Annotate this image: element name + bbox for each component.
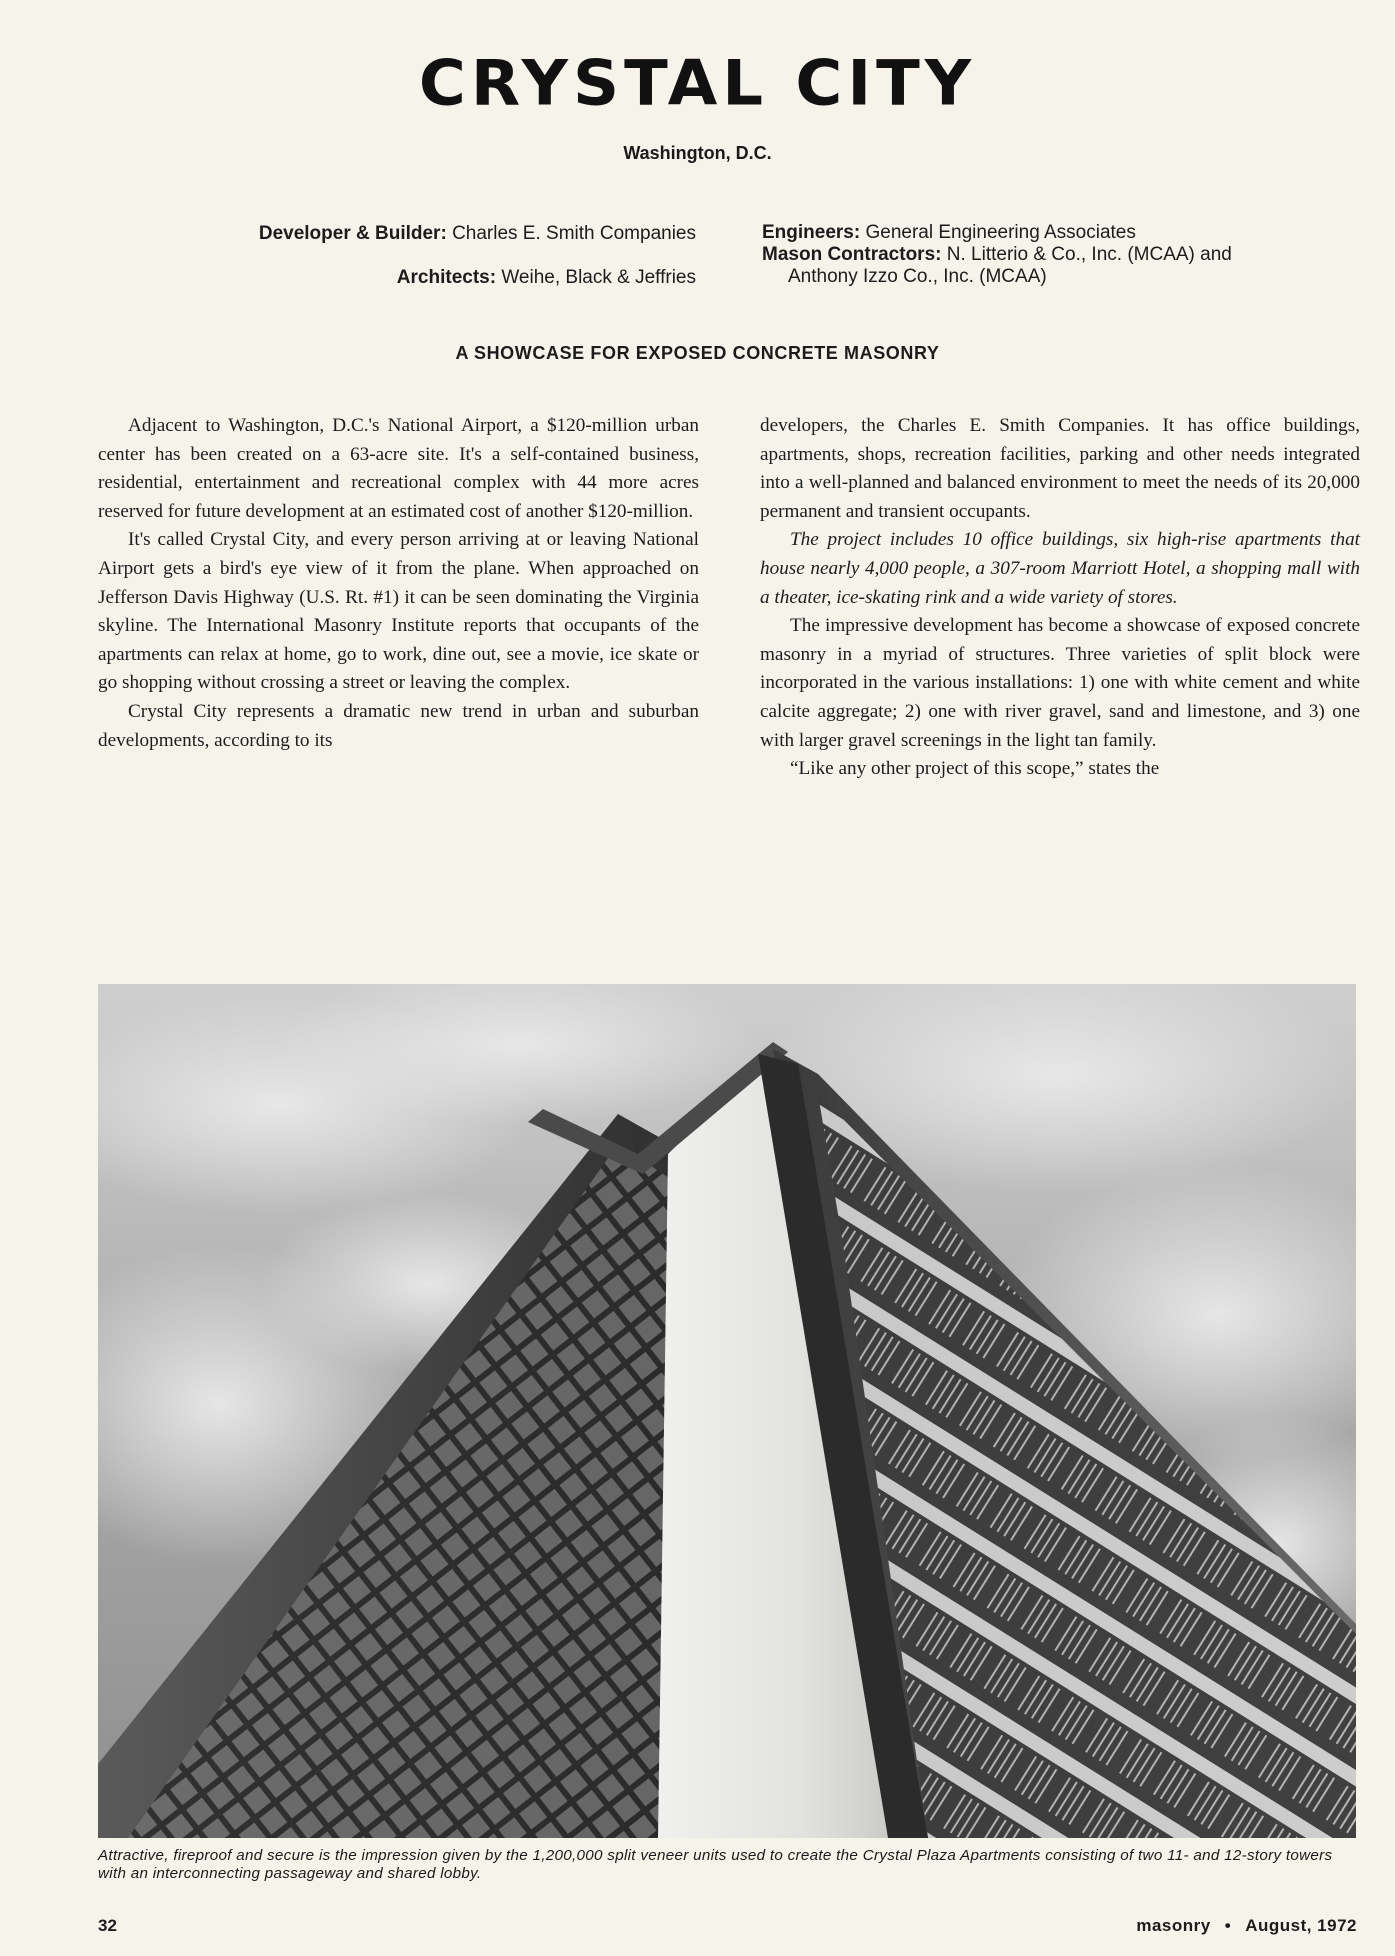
article-column-left <box>98 412 699 755</box>
credit-mason <box>762 244 1362 266</box>
article-column-right <box>760 412 1360 784</box>
credit-mason-value-1: N. Litterio & Co., Inc. (MCAA) and <box>946 244 1232 265</box>
photo-caption: Attractive, fireproof and secure is the impression given by the 1,200,000 split veneer units used to create the Crystal Plaza Apartments consisting of two 11- and 12-story towers with an interconnecting passageway and shared lobby. <box>98 1847 1333 1882</box>
credit-developer-label: Developer & Builder: <box>258 223 447 244</box>
paragraph-6: “Like any other project of this scope,” states the <box>790 758 1160 780</box>
credit-architects-label: Architects: <box>396 267 497 288</box>
credit-developer <box>100 222 696 246</box>
article-subhead: A SHOWCASE FOR EXPOSED CONCRETE MASONRY <box>455 343 940 363</box>
running-footer <box>1136 1916 1357 1936</box>
credit-developer-value: Charles E. Smith Companies <box>452 223 696 244</box>
magazine-name: masonry <box>1136 1916 1211 1935</box>
footer-separator: • <box>1224 1916 1232 1935</box>
credits-right <box>762 222 1362 288</box>
credit-architects <box>100 266 696 290</box>
credits-left <box>100 222 696 290</box>
credit-mason-label: Mason Contractors: <box>762 244 942 265</box>
credit-engineers-value: General Engineering Associates <box>865 222 1136 243</box>
paragraph-3-continued: developers, the Charles E. Smith Companies. It has office buildings, apartments, shops, recreation facilities, parking and other needs integrated into a well-planned and balanced environment to meet the needs of its 20,000 permanent and transient occupants. <box>760 415 1360 522</box>
paragraph-3: Crystal City represents a dramatic new trend in urban and suburban developments, according to its <box>98 700 699 751</box>
credit-mason-value-2: Anthony Izzo Co., Inc. (MCAA) <box>788 266 1047 287</box>
article-location: Washington, D.C. <box>623 143 772 163</box>
credit-architects-value: Weihe, Black & Jeffries <box>501 267 696 288</box>
page-number: 32 <box>98 1916 117 1935</box>
credit-engineers-label: Engineers: <box>762 222 861 243</box>
paragraph-2: It's called Crystal City, and every person arriving at or leaving National Airport gets a bird's eye view of it from the plane. When approached on Jefferson Davis Highway (U.S. Rt. #1) it can be seen dominating the Virginia skyline. The International Masonry Institute reports that occupants of the apartments can relax at home, go to work, dine out, see a movie, ice skate or go shopping without crossing a street or leaving the complex. <box>98 529 699 694</box>
paragraph-4-italic: The project includes 10 office buildings, six high-rise apartments that house nearly 4,000 people, a 307-room Marriott Hotel, a shopping mall with a theater, ice-skating rink and a wide variety of stores. <box>760 529 1360 608</box>
issue-date: August, 1972 <box>1245 1916 1357 1935</box>
article-title: CRYSTAL CITY <box>418 47 977 121</box>
paragraph-5: The impressive development has become a showcase of exposed concrete masonry in a myriad of structures. Three varieties of split block were incorporated in the various installations: 1) one with white cement and white calcite aggregate; 2) one with river gravel, sand and limestone, and 3) one with larger gravel screenings in the light tan family. <box>760 615 1360 751</box>
paragraph-1: Adjacent to Washington, D.C.'s National Airport, a $120-million urban center has been created on a 63-acre site. It's a self-contained business, residential, entertainment and recreational complex with 44 more acres reserved for future development at an estimated cost of another $120-million. <box>98 415 699 522</box>
credit-engineers <box>762 222 1362 244</box>
crystal-plaza-photo-illustration <box>98 984 1356 1838</box>
building-photo <box>98 984 1356 1838</box>
